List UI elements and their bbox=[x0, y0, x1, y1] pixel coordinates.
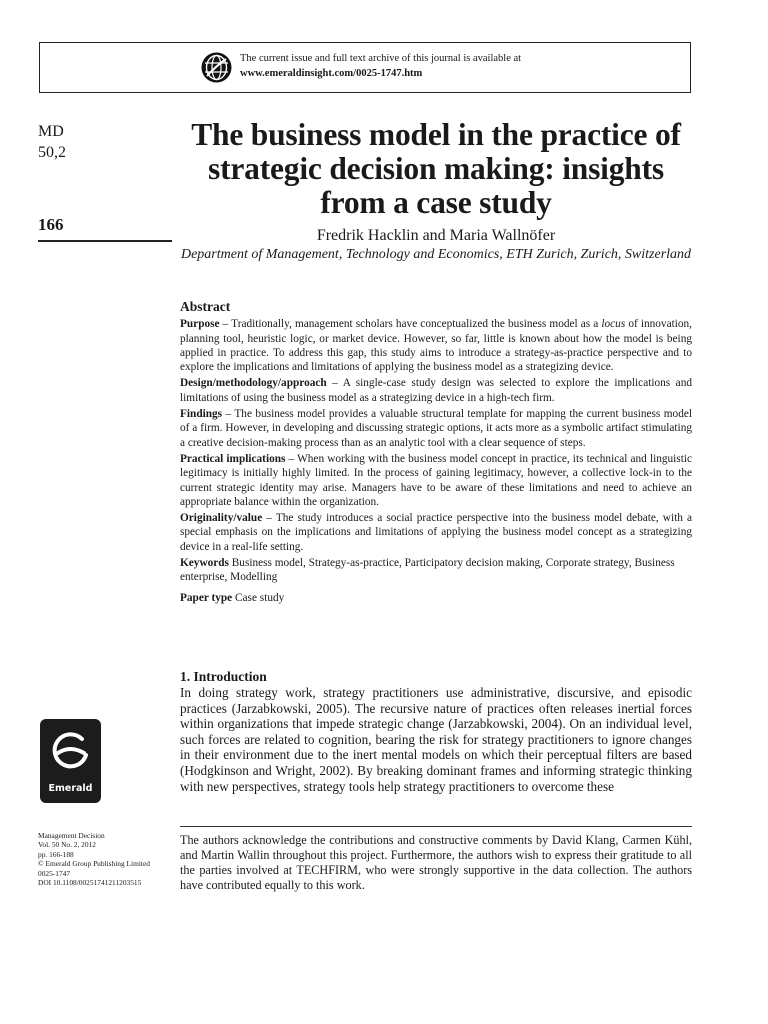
abstract-paper-type bbox=[180, 591, 692, 605]
article-authors: Fredrik Hacklin and Maria Wallnöfer bbox=[316, 227, 556, 244]
purpose-emphasis: locus bbox=[601, 318, 626, 331]
abstract-originality bbox=[180, 511, 692, 554]
introduction-paragraph: In doing strategy work, strategy practitioners use administrative, discursive, and episodic practices (Jarzabkowski, 2005). The recursive nature of practices often releases inertial forces within organizations that impede strategic change (Jarzabkowski, 2004). On an individual level, such forces are related to cognition, bearing the risk for strategy practitioners to ignore changes in their environment due to the inert mental models on which their perceptual filters are based (Hodgkinson and Wright, 2002). By breaking dominant frames and informing strategic thinking with new perspectives, strategy tools help strategy practitioners to overcome these bbox=[180, 685, 692, 794]
page-number-rule bbox=[38, 240, 172, 242]
abstract-keywords bbox=[180, 556, 692, 585]
originality-text: – The study introduces a social practice perspective into the business model debate, with a special emphasis on the implications and limitations of applying the business model concept as a strategizing device in a real-life setting. bbox=[180, 512, 692, 553]
footnote-divider bbox=[180, 826, 692, 827]
abstract-design bbox=[180, 376, 692, 405]
journal-volume: 50,2 bbox=[38, 144, 66, 161]
page-range: pp. 166-188 bbox=[38, 849, 74, 859]
author-affiliation: Department of Management, Technology and Economics, ETH Zurich, Zurich, Switzerland bbox=[180, 247, 692, 262]
introduction-section bbox=[180, 668, 692, 794]
design-text: – A single-case study design was selected to explore the implications and limitations of using the business model as a strategizing device in a high-tech firm. bbox=[180, 377, 692, 404]
abstract-section bbox=[180, 300, 692, 607]
journal-name: Management Decision bbox=[38, 831, 105, 840]
page-number: 166 bbox=[38, 215, 64, 234]
keywords-text: Business model, Strategy-as-practice, Participatory decision making, Corporate strategy, Business enterprise, Modelling bbox=[180, 557, 675, 584]
abstract-practical bbox=[180, 452, 692, 509]
findings-text: – The business model provides a valuable structural template for mapping the current business model of a firm. However, in developing and discussing strategic options, it acts more as a symbolic artifact stimulating a creative decision-making process than as an analytic tool with a clear sequence of steps. bbox=[180, 408, 692, 449]
introduction-heading: 1. Introduction bbox=[180, 669, 267, 684]
abstract-purpose bbox=[180, 317, 692, 374]
doi: DOI 10.1108/00251741211203515 bbox=[38, 878, 142, 888]
copyright: © Emerald Group Publishing Limited bbox=[38, 859, 150, 869]
purpose-text: – Traditionally, management scholars have conceptualized the business model as a bbox=[219, 318, 602, 331]
journal-abbrev: MD bbox=[38, 123, 64, 140]
globe-icon bbox=[201, 52, 232, 83]
purpose-text-cont: of innovation, planning tool, heuristic logic, or market device. However, so far, little is known about how the model is being applied in practice. To address this gap, this study aims to introduce a strategy-as-practice perspective and to explore the implications and limitations of applying the business model as a strategizing device. bbox=[180, 318, 692, 374]
emerald-logo bbox=[40, 719, 101, 803]
design-label: Design/methodology/approach bbox=[180, 377, 327, 390]
publication-info bbox=[38, 831, 150, 887]
acknowledgement-footnote: The authors acknowledge the contributions and constructive comments by David Klang, Carmen Kühl, and Martin Wallin throughout this project. Furthermore, the authors wish to express their gratitude to all the parties involved at TECHFIRM, who were strongly supportive in the data collection. The authors have contributed equally to this work. bbox=[180, 833, 692, 892]
volume-info: Vol. 50 No. 2, 2012 bbox=[38, 840, 96, 850]
journal-url-link[interactable]: www.emeraldinsight.com/0025-1747.htm bbox=[240, 68, 423, 79]
article-title: The business model in the practice of strategic decision making: insights from a case study bbox=[191, 117, 681, 220]
banner-text bbox=[240, 51, 521, 81]
abstract-findings bbox=[180, 407, 692, 450]
paper-type-label: Paper type bbox=[180, 591, 233, 604]
issn: 0025-1747 bbox=[38, 868, 71, 878]
practical-label: Practical implications bbox=[180, 452, 286, 465]
abstract-heading: Abstract bbox=[180, 299, 231, 314]
emerald-logo-text: Emerald bbox=[48, 783, 93, 794]
originality-label: Originality/value bbox=[180, 512, 263, 525]
journal-archive-banner bbox=[39, 42, 691, 93]
emerald-e-icon bbox=[46, 725, 95, 777]
purpose-label: Purpose bbox=[180, 318, 220, 331]
practical-text: – When working with the business model concept in practice, its technical and linguistic legitimacy is initially highly limited. In the process of gaining legitimacy, however, a collective lock-in to the current strategic identity may arise. Managers have to be aware of these limitations and need to achieve an appropriate balance within the organization. bbox=[180, 452, 692, 508]
findings-label: Findings bbox=[180, 408, 223, 421]
journal-code bbox=[38, 121, 66, 163]
paper-type-text: Case study bbox=[232, 591, 285, 604]
keywords-label: Keywords bbox=[180, 557, 229, 570]
banner-line: The current issue and full text archive of this journal is available at bbox=[240, 53, 522, 64]
